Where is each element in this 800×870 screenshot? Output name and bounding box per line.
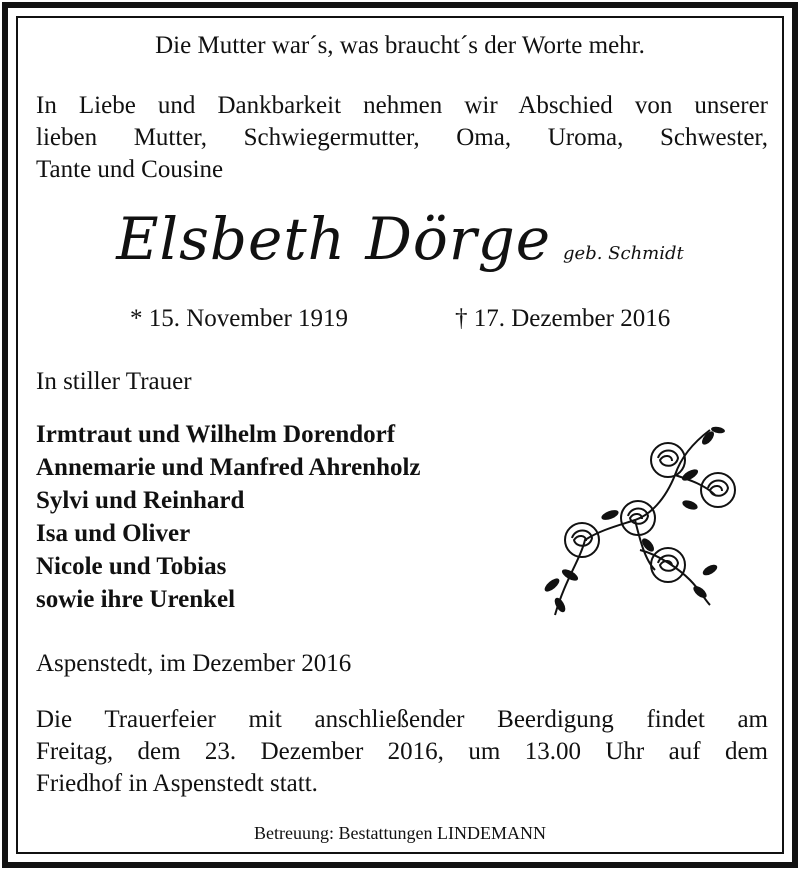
service-text bbox=[36, 704, 768, 800]
motto: Die Mutter war´s, was braucht´s der Worte mehr. bbox=[155, 32, 645, 59]
mourner-item: Irmtraut und Wilhelm Dorendorf bbox=[36, 421, 396, 448]
intro-text bbox=[36, 90, 768, 186]
mourner-item: sowie ihre Urenkel bbox=[36, 586, 236, 613]
intro-line: In Liebe und Dankbarkeit nehmen wir Abschied von unserer bbox=[36, 92, 768, 119]
place-date: Aspenstedt, im Dezember 2016 bbox=[36, 650, 352, 677]
deceased-name: Elsbeth Dörge bbox=[116, 205, 552, 273]
funeral-home-credit: Betreuung: Bestattungen LINDEMANN bbox=[254, 823, 546, 843]
birth-date: * 15. November 1919 bbox=[130, 305, 349, 332]
intro-line: lieben Mutter, Schwiegermutter, Oma, Uroma, Schwester, bbox=[36, 124, 768, 151]
mourner-item: Annemarie und Manfred Ahrenholz bbox=[36, 454, 421, 481]
service-line: Die Trauerfeier mit anschließender Beerdigung findet am bbox=[36, 706, 768, 733]
death-date: † 17. Dezember 2016 bbox=[455, 305, 671, 332]
maiden-name: geb. Schmidt bbox=[563, 243, 684, 264]
mourning-label: In stiller Trauer bbox=[36, 368, 192, 395]
service-line: Friedhof in Aspenstedt statt. bbox=[36, 770, 318, 797]
mourner-item: Isa und Oliver bbox=[36, 520, 191, 547]
deceased-name-block bbox=[0, 205, 800, 273]
mourner-item: Nicole und Tobias bbox=[36, 553, 227, 580]
mourners-list bbox=[36, 418, 421, 616]
intro-line: Tante und Cousine bbox=[36, 156, 224, 183]
service-line: Freitag, dem 23. Dezember 2016, um 13.00 Uhr auf dem bbox=[36, 738, 768, 765]
roses-icon bbox=[540, 420, 740, 620]
mourner-item: Sylvi und Reinhard bbox=[36, 487, 245, 514]
